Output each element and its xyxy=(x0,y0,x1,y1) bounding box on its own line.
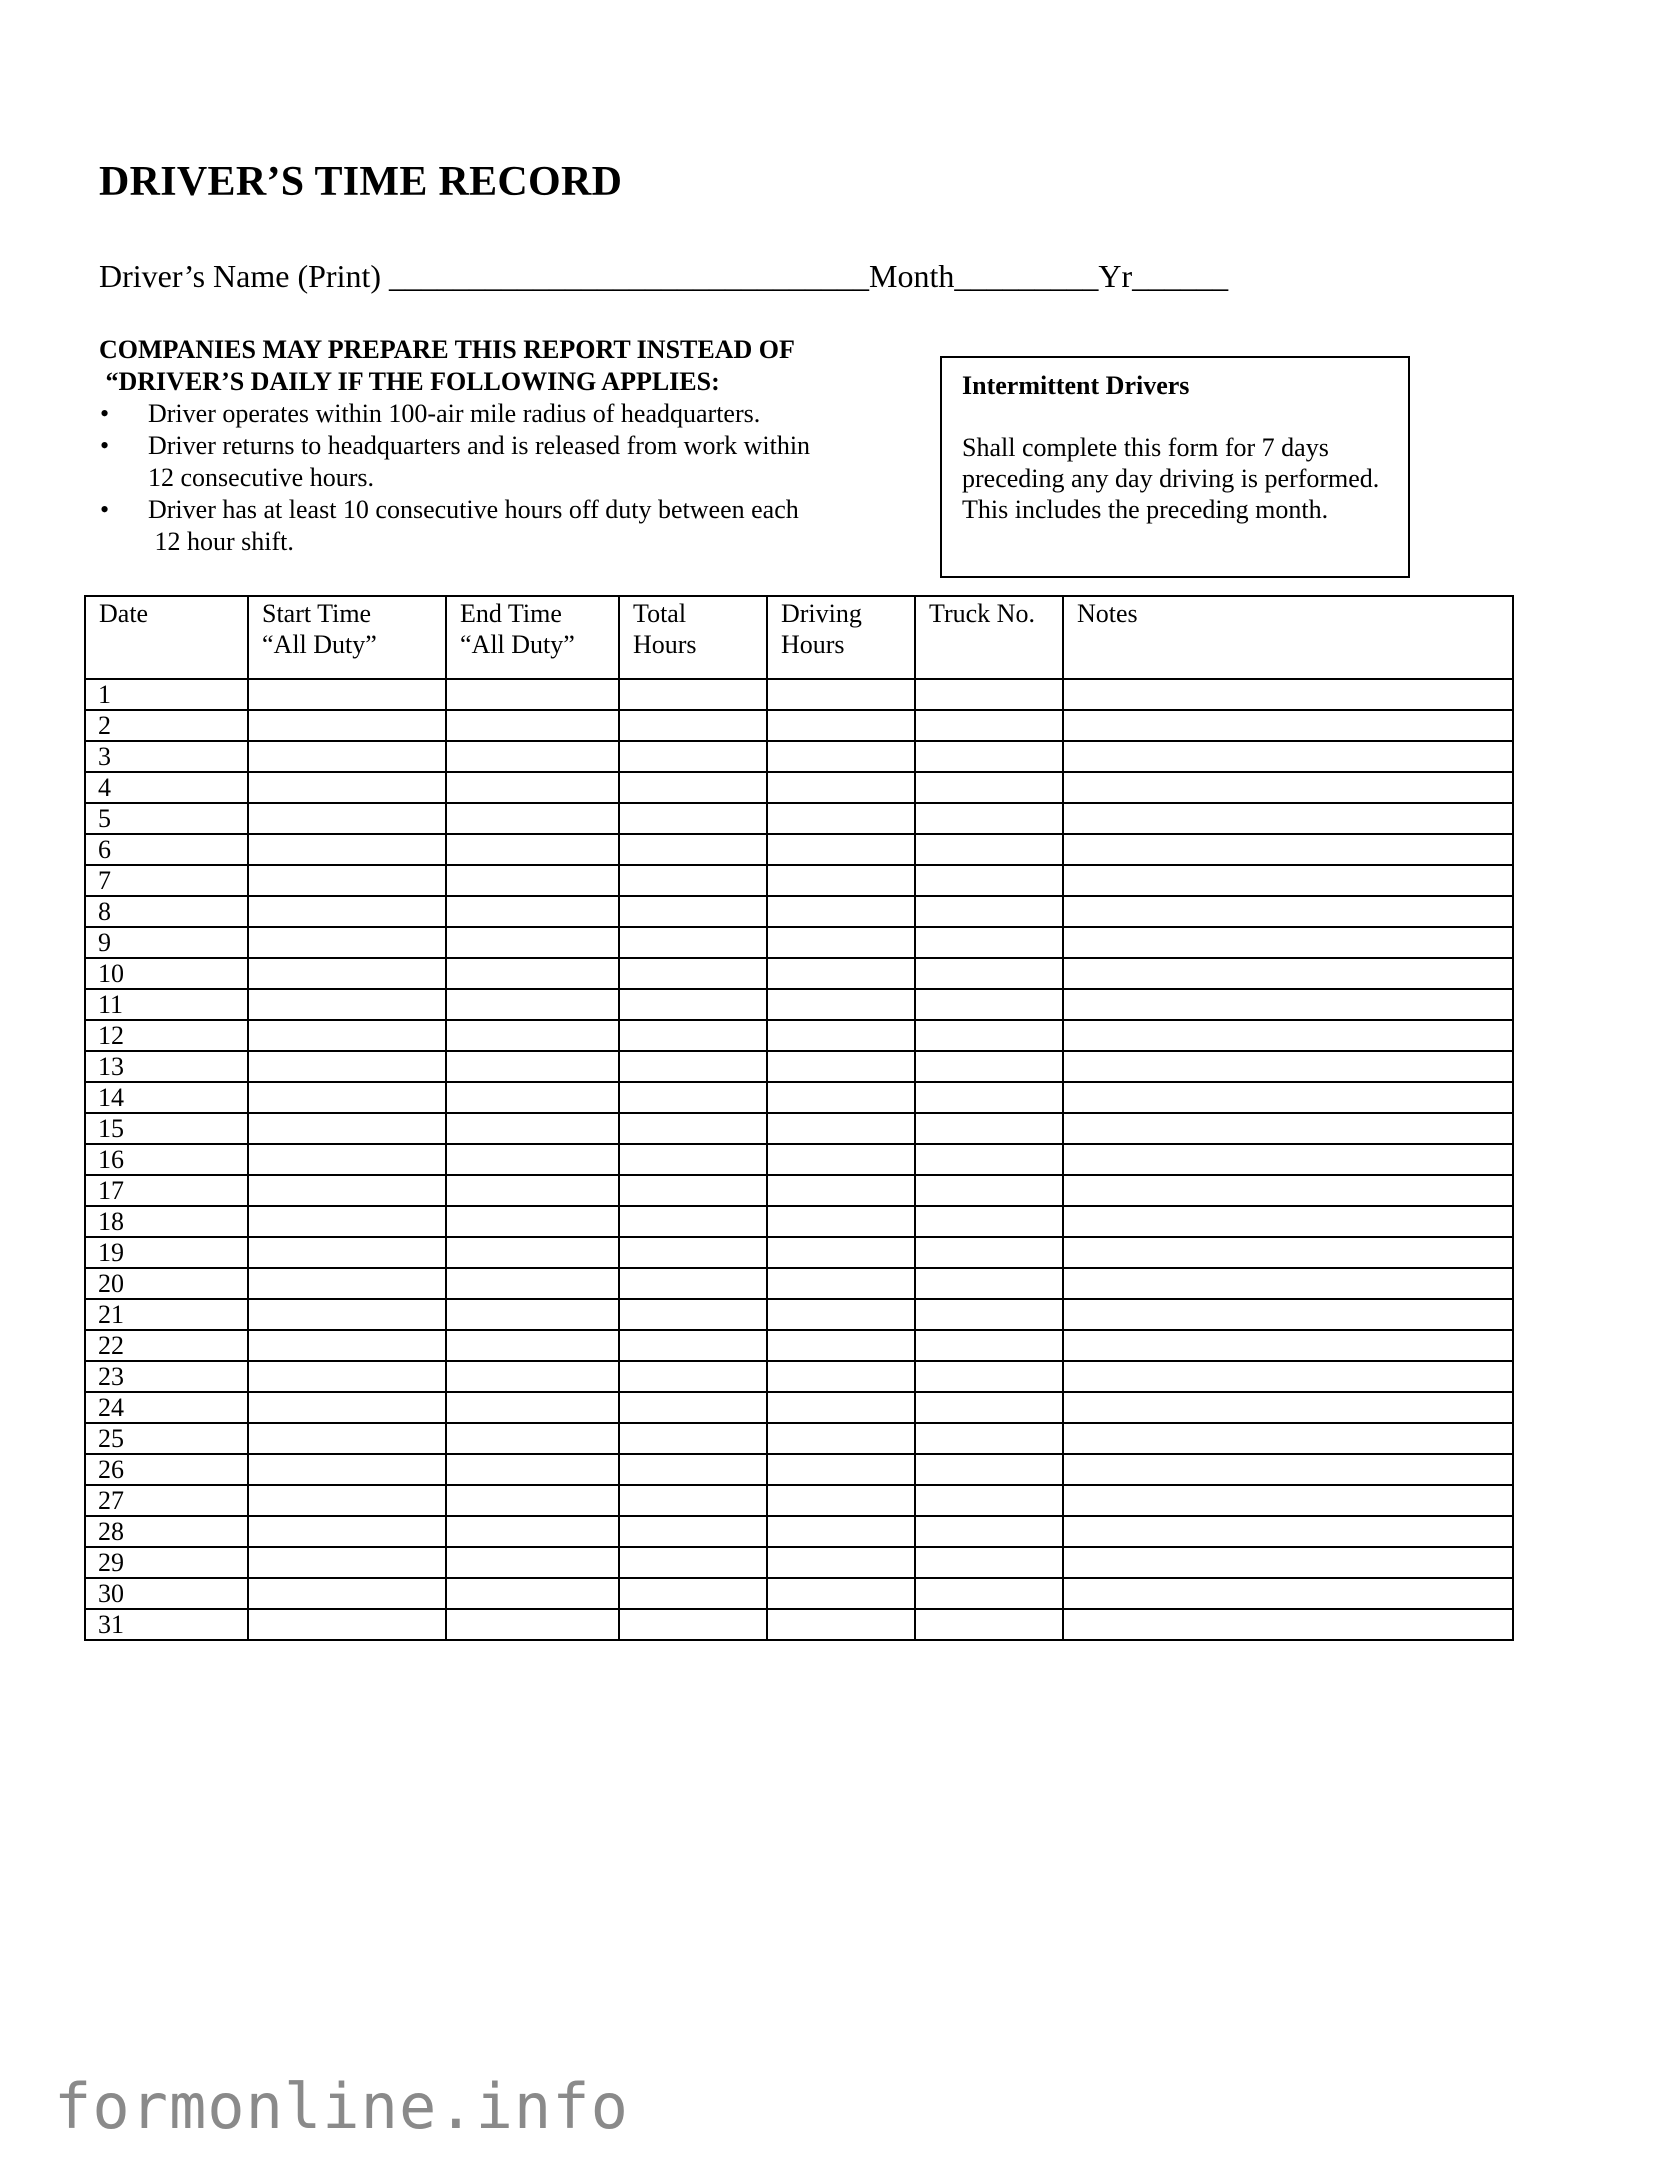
date-cell: 26 xyxy=(85,1454,248,1485)
end-time-cell[interactable] xyxy=(446,1547,619,1578)
total-hours-cell[interactable] xyxy=(619,1175,767,1206)
driving-hours-cell[interactable] xyxy=(767,710,915,741)
start-time-cell[interactable] xyxy=(248,1206,446,1237)
end-time-cell[interactable] xyxy=(446,1485,619,1516)
end-time-cell[interactable] xyxy=(446,803,619,834)
instructions-heading-line-1: COMPANIES MAY PREPARE THIS REPORT INSTEAD OF xyxy=(99,335,795,364)
notes-cell[interactable] xyxy=(1063,710,1513,741)
driving-hours-cell[interactable] xyxy=(767,1113,915,1144)
date-cell: 15 xyxy=(85,1113,248,1144)
total-hours-cell[interactable] xyxy=(619,741,767,772)
date-cell: 31 xyxy=(85,1609,248,1640)
total-hours-cell[interactable] xyxy=(619,710,767,741)
notes-cell[interactable] xyxy=(1063,1175,1513,1206)
date-cell: 4 xyxy=(85,772,248,803)
end-time-cell[interactable] xyxy=(446,1299,619,1330)
table-row xyxy=(85,772,1513,803)
end-time-cell[interactable] xyxy=(446,927,619,958)
total-hours-cell[interactable] xyxy=(619,1051,767,1082)
start-time-cell[interactable] xyxy=(248,1082,446,1113)
date-cell: 21 xyxy=(85,1299,248,1330)
intermittent-drivers-box xyxy=(940,356,1410,578)
driving-hours-cell[interactable] xyxy=(767,1485,915,1516)
start-time-cell[interactable] xyxy=(248,865,446,896)
notes-cell[interactable] xyxy=(1063,896,1513,927)
notes-cell[interactable] xyxy=(1063,1578,1513,1609)
end-time-cell[interactable] xyxy=(446,1206,619,1237)
total-hours-cell[interactable] xyxy=(619,772,767,803)
table-row xyxy=(85,989,1513,1020)
table-row xyxy=(85,1392,1513,1423)
driving-hours-cell[interactable] xyxy=(767,865,915,896)
driving-hours-cell[interactable] xyxy=(767,834,915,865)
date-cell: 9 xyxy=(85,927,248,958)
table-row xyxy=(85,1268,1513,1299)
end-time-cell[interactable] xyxy=(446,1082,619,1113)
start-time-cell[interactable] xyxy=(248,741,446,772)
total-hours-cell[interactable] xyxy=(619,803,767,834)
truck-no-cell[interactable] xyxy=(915,679,1063,710)
truck-no-cell[interactable] xyxy=(915,1578,1063,1609)
table-row xyxy=(85,1361,1513,1392)
truck-no-cell[interactable] xyxy=(915,834,1063,865)
total-hours-cell[interactable] xyxy=(619,679,767,710)
condition-item xyxy=(99,398,899,430)
driving-hours-cell[interactable] xyxy=(767,989,915,1020)
date-cell: 20 xyxy=(85,1268,248,1299)
start-time-cell[interactable] xyxy=(248,679,446,710)
total-hours-cell[interactable] xyxy=(619,865,767,896)
truck-no-cell[interactable] xyxy=(915,1268,1063,1299)
notes-cell[interactable] xyxy=(1063,1423,1513,1454)
driving-hours-cell[interactable] xyxy=(767,1268,915,1299)
total-hours-cell[interactable] xyxy=(619,1268,767,1299)
table-row xyxy=(85,741,1513,772)
condition-text: Driver operates within 100-air mile radius of headquarters. xyxy=(148,399,761,428)
start-time-cell[interactable] xyxy=(248,1175,446,1206)
watermark: formonline.info xyxy=(54,2070,629,2143)
end-time-cell[interactable] xyxy=(446,1392,619,1423)
truck-no-cell[interactable] xyxy=(915,1361,1063,1392)
total-hours-cell[interactable] xyxy=(619,1330,767,1361)
total-hours-cell[interactable] xyxy=(619,1299,767,1330)
notes-cell[interactable] xyxy=(1063,1237,1513,1268)
date-cell: 7 xyxy=(85,865,248,896)
end-time-cell[interactable] xyxy=(446,989,619,1020)
end-time-cell[interactable] xyxy=(446,1454,619,1485)
truck-no-cell[interactable] xyxy=(915,710,1063,741)
end-time-cell[interactable] xyxy=(446,896,619,927)
truck-no-cell[interactable] xyxy=(915,1547,1063,1578)
notes-cell[interactable] xyxy=(1063,1516,1513,1547)
instructions-heading-line-2: “DRIVER’S DAILY IF THE FOLLOWING APPLIES: xyxy=(99,367,720,396)
truck-no-cell[interactable] xyxy=(915,803,1063,834)
start-time-cell[interactable] xyxy=(248,896,446,927)
condition-text-continued: 12 consecutive hours. xyxy=(148,463,375,492)
end-time-cell[interactable] xyxy=(446,1578,619,1609)
notes-cell[interactable] xyxy=(1063,1330,1513,1361)
total-hours-cell[interactable] xyxy=(619,896,767,927)
driving-hours-cell[interactable] xyxy=(767,1330,915,1361)
driving-hours-cell[interactable] xyxy=(767,1423,915,1454)
driving-hours-cell[interactable] xyxy=(767,1051,915,1082)
table-row xyxy=(85,803,1513,834)
end-time-cell[interactable] xyxy=(446,1175,619,1206)
table-row xyxy=(85,1175,1513,1206)
start-time-cell[interactable] xyxy=(248,1578,446,1609)
time-record-table xyxy=(84,595,1514,1641)
column-header-line-1: Notes xyxy=(1077,599,1138,628)
total-hours-cell[interactable] xyxy=(619,927,767,958)
truck-no-cell[interactable] xyxy=(915,1454,1063,1485)
date-cell: 6 xyxy=(85,834,248,865)
condition-item xyxy=(99,430,899,494)
end-time-cell[interactable] xyxy=(446,834,619,865)
end-time-cell[interactable] xyxy=(446,958,619,989)
driving-hours-cell[interactable] xyxy=(767,896,915,927)
truck-no-cell[interactable] xyxy=(915,989,1063,1020)
driving-hours-cell[interactable] xyxy=(767,1578,915,1609)
total-hours-cell[interactable] xyxy=(619,1082,767,1113)
truck-no-cell[interactable] xyxy=(915,741,1063,772)
start-time-cell[interactable] xyxy=(248,1392,446,1423)
total-hours-cell[interactable] xyxy=(619,1547,767,1578)
total-hours-cell[interactable] xyxy=(619,1516,767,1547)
table-row xyxy=(85,1578,1513,1609)
truck-no-cell[interactable] xyxy=(915,772,1063,803)
total-hours-cell[interactable] xyxy=(619,1423,767,1454)
column-header xyxy=(1063,596,1513,679)
table-row xyxy=(85,1082,1513,1113)
date-cell: 22 xyxy=(85,1330,248,1361)
date-cell: 17 xyxy=(85,1175,248,1206)
instructions-section xyxy=(99,334,899,558)
notes-cell[interactable] xyxy=(1063,1454,1513,1485)
end-time-cell[interactable] xyxy=(446,1609,619,1640)
condition-item xyxy=(99,494,899,558)
table-row xyxy=(85,1330,1513,1361)
date-cell: 13 xyxy=(85,1051,248,1082)
date-cell: 28 xyxy=(85,1516,248,1547)
notes-cell[interactable] xyxy=(1063,834,1513,865)
notes-cell[interactable] xyxy=(1063,927,1513,958)
truck-no-cell[interactable] xyxy=(915,1609,1063,1640)
truck-no-cell[interactable] xyxy=(915,1516,1063,1547)
column-header xyxy=(767,596,915,679)
driving-hours-cell[interactable] xyxy=(767,1020,915,1051)
truck-no-cell[interactable] xyxy=(915,1051,1063,1082)
table-row xyxy=(85,1423,1513,1454)
driving-hours-cell[interactable] xyxy=(767,1299,915,1330)
column-header-line-1: Date xyxy=(99,599,149,628)
table-row xyxy=(85,1609,1513,1640)
start-time-cell[interactable] xyxy=(248,927,446,958)
table-header-row xyxy=(85,596,1513,679)
bullet-icon: • xyxy=(100,399,110,428)
start-time-cell[interactable] xyxy=(248,1516,446,1547)
table-row xyxy=(85,1051,1513,1082)
end-time-cell[interactable] xyxy=(446,1361,619,1392)
column-header-line-1: Driving xyxy=(781,599,862,628)
date-cell: 27 xyxy=(85,1485,248,1516)
table-row xyxy=(85,1547,1513,1578)
start-time-cell[interactable] xyxy=(248,1485,446,1516)
start-time-cell[interactable] xyxy=(248,1113,446,1144)
start-time-cell[interactable] xyxy=(248,1144,446,1175)
total-hours-cell[interactable] xyxy=(619,1113,767,1144)
total-hours-cell[interactable] xyxy=(619,1361,767,1392)
column-header xyxy=(85,596,248,679)
notes-cell[interactable] xyxy=(1063,865,1513,896)
column-header-line-1: Total xyxy=(633,599,687,628)
table-row xyxy=(85,958,1513,989)
column-header xyxy=(248,596,446,679)
total-hours-cell[interactable] xyxy=(619,1144,767,1175)
driving-hours-cell[interactable] xyxy=(767,772,915,803)
end-time-cell[interactable] xyxy=(446,679,619,710)
start-time-cell[interactable] xyxy=(248,1299,446,1330)
table-row xyxy=(85,927,1513,958)
driving-hours-cell[interactable] xyxy=(767,1454,915,1485)
driving-hours-cell[interactable] xyxy=(767,1237,915,1268)
driving-hours-cell[interactable] xyxy=(767,1392,915,1423)
condition-text: Driver has at least 10 consecutive hours off duty between each xyxy=(148,495,799,524)
table-row xyxy=(85,865,1513,896)
intermittent-drivers-text: Shall complete this form for 7 days preceding any day driving is performed. This includes the preceding month. xyxy=(962,433,1380,524)
end-time-cell[interactable] xyxy=(446,1020,619,1051)
truck-no-cell[interactable] xyxy=(915,927,1063,958)
driving-hours-cell[interactable] xyxy=(767,1175,915,1206)
truck-no-cell[interactable] xyxy=(915,1237,1063,1268)
end-time-cell[interactable] xyxy=(446,710,619,741)
notes-cell[interactable] xyxy=(1063,1144,1513,1175)
start-time-cell[interactable] xyxy=(248,772,446,803)
end-time-cell[interactable] xyxy=(446,1144,619,1175)
instructions-heading xyxy=(99,334,899,398)
table-row xyxy=(85,1113,1513,1144)
start-time-cell[interactable] xyxy=(248,803,446,834)
start-time-cell[interactable] xyxy=(248,1454,446,1485)
notes-cell[interactable] xyxy=(1063,1361,1513,1392)
start-time-cell[interactable] xyxy=(248,834,446,865)
column-header xyxy=(619,596,767,679)
truck-no-cell[interactable] xyxy=(915,1206,1063,1237)
column-header-line-2: “All Duty” xyxy=(460,630,575,659)
total-hours-cell[interactable] xyxy=(619,1206,767,1237)
column-header-line-2: Hours xyxy=(633,630,697,659)
column-header-line-2: Hours xyxy=(781,630,845,659)
total-hours-cell[interactable] xyxy=(619,1485,767,1516)
notes-cell[interactable] xyxy=(1063,1547,1513,1578)
notes-cell[interactable] xyxy=(1063,958,1513,989)
truck-no-cell[interactable] xyxy=(915,1330,1063,1361)
notes-cell[interactable] xyxy=(1063,1082,1513,1113)
date-cell: 3 xyxy=(85,741,248,772)
conditions-list xyxy=(99,398,899,558)
truck-no-cell[interactable] xyxy=(915,1423,1063,1454)
truck-no-cell[interactable] xyxy=(915,896,1063,927)
start-time-cell[interactable] xyxy=(248,1423,446,1454)
date-cell: 11 xyxy=(85,989,248,1020)
driving-hours-cell[interactable] xyxy=(767,1082,915,1113)
notes-cell[interactable] xyxy=(1063,803,1513,834)
table-row xyxy=(85,1237,1513,1268)
start-time-cell[interactable] xyxy=(248,1547,446,1578)
truck-no-cell[interactable] xyxy=(915,1144,1063,1175)
end-time-cell[interactable] xyxy=(446,1051,619,1082)
driving-hours-cell[interactable] xyxy=(767,1547,915,1578)
driving-hours-cell[interactable] xyxy=(767,741,915,772)
table-row xyxy=(85,710,1513,741)
total-hours-cell[interactable] xyxy=(619,1392,767,1423)
table-row xyxy=(85,834,1513,865)
end-time-cell[interactable] xyxy=(446,772,619,803)
column-header-line-2: “All Duty” xyxy=(262,630,377,659)
table-row xyxy=(85,1144,1513,1175)
truck-no-cell[interactable] xyxy=(915,1392,1063,1423)
date-cell: 24 xyxy=(85,1392,248,1423)
total-hours-cell[interactable] xyxy=(619,1578,767,1609)
start-time-cell[interactable] xyxy=(248,1330,446,1361)
date-cell: 10 xyxy=(85,958,248,989)
truck-no-cell[interactable] xyxy=(915,1113,1063,1144)
driving-hours-cell[interactable] xyxy=(767,1144,915,1175)
date-cell: 16 xyxy=(85,1144,248,1175)
column-header-line-1: Truck No. xyxy=(929,599,1035,628)
bullet-icon: • xyxy=(100,495,110,524)
end-time-cell[interactable] xyxy=(446,1516,619,1547)
end-time-cell[interactable] xyxy=(446,741,619,772)
end-time-cell[interactable] xyxy=(446,1113,619,1144)
date-cell: 8 xyxy=(85,896,248,927)
truck-no-cell[interactable] xyxy=(915,1020,1063,1051)
notes-cell[interactable] xyxy=(1063,741,1513,772)
notes-cell[interactable] xyxy=(1063,1113,1513,1144)
bullet-icon: • xyxy=(100,431,110,460)
total-hours-cell[interactable] xyxy=(619,958,767,989)
notes-cell[interactable] xyxy=(1063,1392,1513,1423)
notes-cell[interactable] xyxy=(1063,679,1513,710)
date-cell: 23 xyxy=(85,1361,248,1392)
total-hours-cell[interactable] xyxy=(619,1609,767,1640)
table-body xyxy=(85,679,1513,1640)
notes-cell[interactable] xyxy=(1063,1051,1513,1082)
start-time-cell[interactable] xyxy=(248,1051,446,1082)
table-row xyxy=(85,1020,1513,1051)
notes-cell[interactable] xyxy=(1063,1206,1513,1237)
date-cell: 30 xyxy=(85,1578,248,1609)
intermittent-drivers-title: Intermittent Drivers xyxy=(962,371,1190,400)
table-row xyxy=(85,896,1513,927)
truck-no-cell[interactable] xyxy=(915,1175,1063,1206)
driver-name-month-year-line[interactable]: Driver’s Name (Print) ______________________________Month_________Yr______ xyxy=(99,258,1229,294)
date-cell: 29 xyxy=(85,1547,248,1578)
start-time-cell[interactable] xyxy=(248,1361,446,1392)
condition-text-continued: 12 hour shift. xyxy=(148,527,294,556)
end-time-cell[interactable] xyxy=(446,1330,619,1361)
date-cell: 14 xyxy=(85,1082,248,1113)
date-cell: 25 xyxy=(85,1423,248,1454)
notes-cell[interactable] xyxy=(1063,1299,1513,1330)
condition-text: Driver returns to headquarters and is released from work within xyxy=(148,431,811,460)
notes-cell[interactable] xyxy=(1063,1268,1513,1299)
date-cell: 19 xyxy=(85,1237,248,1268)
date-cell: 1 xyxy=(85,679,248,710)
driving-hours-cell[interactable] xyxy=(767,1609,915,1640)
table-row xyxy=(85,1485,1513,1516)
start-time-cell[interactable] xyxy=(248,710,446,741)
total-hours-cell[interactable] xyxy=(619,834,767,865)
start-time-cell[interactable] xyxy=(248,1020,446,1051)
total-hours-cell[interactable] xyxy=(619,1020,767,1051)
start-time-cell[interactable] xyxy=(248,1268,446,1299)
driving-hours-cell[interactable] xyxy=(767,1361,915,1392)
notes-cell[interactable] xyxy=(1063,1609,1513,1640)
column-header-line-1: End Time xyxy=(460,599,562,628)
truck-no-cell[interactable] xyxy=(915,1082,1063,1113)
end-time-cell[interactable] xyxy=(446,1268,619,1299)
truck-no-cell[interactable] xyxy=(915,865,1063,896)
driving-hours-cell[interactable] xyxy=(767,927,915,958)
table-row xyxy=(85,679,1513,710)
total-hours-cell[interactable] xyxy=(619,1237,767,1268)
table-row xyxy=(85,1299,1513,1330)
notes-cell[interactable] xyxy=(1063,1485,1513,1516)
start-time-cell[interactable] xyxy=(248,1237,446,1268)
notes-cell[interactable] xyxy=(1063,772,1513,803)
column-header xyxy=(446,596,619,679)
driving-hours-cell[interactable] xyxy=(767,1206,915,1237)
start-time-cell[interactable] xyxy=(248,958,446,989)
total-hours-cell[interactable] xyxy=(619,989,767,1020)
driving-hours-cell[interactable] xyxy=(767,803,915,834)
table-row xyxy=(85,1206,1513,1237)
end-time-cell[interactable] xyxy=(446,865,619,896)
end-time-cell[interactable] xyxy=(446,1237,619,1268)
start-time-cell[interactable] xyxy=(248,1609,446,1640)
table-row xyxy=(85,1454,1513,1485)
date-cell: 18 xyxy=(85,1206,248,1237)
notes-cell[interactable] xyxy=(1063,1020,1513,1051)
form-title: DRIVER’S TIME RECORD xyxy=(99,159,623,205)
start-time-cell[interactable] xyxy=(248,989,446,1020)
column-header-line-1: Start Time xyxy=(262,599,372,628)
table-row xyxy=(85,1516,1513,1547)
column-header xyxy=(915,596,1063,679)
total-hours-cell[interactable] xyxy=(619,1454,767,1485)
date-cell: 5 xyxy=(85,803,248,834)
end-time-cell[interactable] xyxy=(446,1423,619,1454)
date-cell: 12 xyxy=(85,1020,248,1051)
notes-cell[interactable] xyxy=(1063,989,1513,1020)
truck-no-cell[interactable] xyxy=(915,1299,1063,1330)
date-cell: 2 xyxy=(85,710,248,741)
driving-hours-cell[interactable] xyxy=(767,679,915,710)
truck-no-cell[interactable] xyxy=(915,1485,1063,1516)
truck-no-cell[interactable] xyxy=(915,958,1063,989)
driving-hours-cell[interactable] xyxy=(767,1516,915,1547)
driving-hours-cell[interactable] xyxy=(767,958,915,989)
